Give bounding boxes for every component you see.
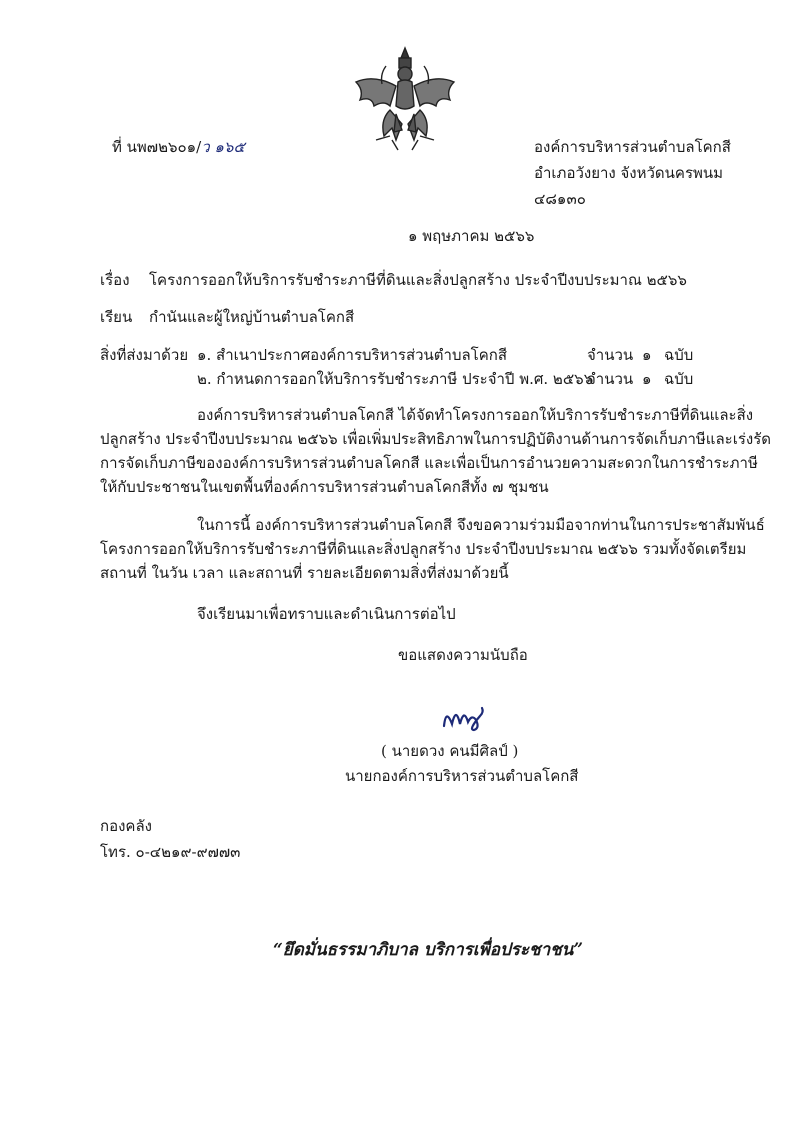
signer-position: นายกองค์การบริหารส่วนตำบลโคกสี	[345, 767, 579, 785]
garuda-emblem-icon	[346, 44, 464, 154]
enclosure-item: ๒. กำหนดการออกให้บริการรับชำระภาษี ประจำปี พ.ศ. ๒๕๖๖	[197, 370, 594, 388]
recipient-label: เรียน	[100, 308, 133, 326]
phone-number: โทร. ๐-๔๒๑๙-๙๗๗๓	[100, 843, 241, 861]
body-line: ให้กับประชาชนในเขตพื้นที่องค์การบริหารส่วนตำบลโคกสีทั้ง ๗ ชุมชน	[100, 478, 549, 496]
enclosure-unit: ฉบับ	[664, 370, 694, 388]
enclosure-qty-label: จำนวน	[587, 346, 634, 364]
recipient-text: กำนันและผู้ใหญ่บ้านตำบลโคกสี	[149, 308, 355, 326]
enclosure-unit: ฉบับ	[664, 346, 694, 364]
department: กองคลัง	[100, 817, 152, 835]
sender-line-1: องค์การบริหารส่วนตำบลโคกสี	[534, 138, 731, 156]
subject-text: โครงการออกให้บริการรับชำระภาษีที่ดินและสิ่งปลูกสร้าง ประจำปีงบประมาณ ๒๕๖๖	[149, 271, 687, 289]
body-line: การจัดเก็บภาษีขององค์การบริหารส่วนตำบลโคกสี และเพื่อเป็นการอำนวยความสะดวกในการชำระภาษี	[100, 454, 758, 472]
enclosure-qty: ๑	[642, 346, 652, 364]
sender-postcode: ๔๘๑๓๐	[534, 190, 586, 208]
motto: “ยึดมั่นธรรมาภิบาล บริการเพื่อประชาชน”	[273, 940, 584, 960]
reference-handwritten: ว ๑๖๕	[201, 138, 245, 156]
reference-number	[112, 137, 245, 157]
closing-request: จึงเรียนมาเพื่อทราบและดำเนินการต่อไป	[197, 605, 456, 623]
body-line: ในการนี้ องค์การบริหารส่วนตำบลโคกสี จึงขอความร่วมมือจากท่านในการประชาสัมพันธ์	[197, 516, 765, 534]
signer-name: ( นายดวง คนมีศิลป์ )	[381, 742, 519, 760]
body-line: ปลูกสร้าง ประจำปีงบประมาณ ๒๕๖๖ เพื่อเพิ่มประสิทธิภาพในการปฏิบัติงานด้านการจัดเก็บภาษีและเร่งรัด	[100, 430, 772, 448]
body-line: องค์การบริหารส่วนตำบลโคกสี ได้จัดทำโครงการออกให้บริการรับชำระภาษีที่ดินและสิ่ง	[197, 406, 754, 424]
body-line: โครงการออกให้บริการรับชำระภาษีที่ดินและสิ่งปลูกสร้าง ประจำปีงบประมาณ ๒๕๖๖ รวมทั้งจัดเตรียม	[100, 540, 747, 558]
body-paragraph-1	[100, 403, 771, 499]
enclosures-label: สิ่งที่ส่งมาด้วย	[100, 346, 189, 364]
closing-salutation: ขอแสดงความนับถือ	[398, 646, 528, 664]
sender-line-2: อำเภอวังยาง จังหวัดนครพนม	[534, 164, 724, 182]
enclosure-qty: ๑	[642, 370, 652, 388]
enclosure-qty-label: จำนวน	[587, 370, 634, 388]
subject-label: เรื่อง	[100, 271, 130, 289]
signature-mark	[440, 700, 488, 734]
letter-date: ๑ พฤษภาคม ๒๕๖๖	[408, 227, 535, 245]
enclosure-item: ๑. สำเนาประกาศองค์การบริหารส่วนตำบลโคกสี	[197, 346, 508, 364]
body-line: สถานที่ ในวัน เวลา และสถานที่ รายละเอียดตามสิ่งที่ส่งมาด้วยนี้	[100, 564, 509, 582]
body-paragraph-2	[100, 513, 765, 585]
reference-printed: ที่ นพ๗๒๖๐๑/	[112, 138, 202, 156]
